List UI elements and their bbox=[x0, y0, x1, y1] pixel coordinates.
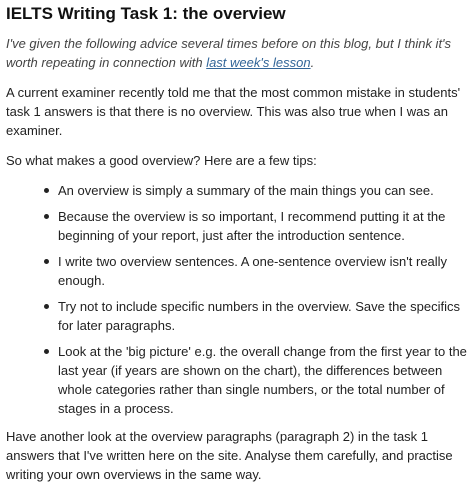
paragraph-common-mistake: A current examiner recently told me that the most common mistake in students' task 1 answers is that there is no overview. This was also true when I was an examiner. bbox=[6, 85, 461, 138]
list-item: Try not to include specific numbers in the overview. Save the specifics for later paragraphs. bbox=[58, 297, 468, 335]
list-item: An overview is simply a summary of the main things you can see. bbox=[58, 181, 468, 200]
tips-list bbox=[6, 181, 468, 418]
intro-paragraph bbox=[6, 34, 468, 72]
paragraph-closing: Have another look at the overview paragraphs (paragraph 2) in the task 1 answers that I've written here on the site. Analyse them carefully, and practise writing your own overviews in the same way. bbox=[6, 429, 453, 482]
intro-text: I've given the following advice several times before on this blog, but I think it's worth repeating in connection with bbox=[6, 36, 452, 70]
intro-end: . bbox=[310, 55, 315, 70]
last-weeks-lesson-link[interactable]: last week's lesson bbox=[206, 55, 311, 70]
list-item: Because the overview is so important, I recommend putting it at the beginning of your report, just after the introduction sentence. bbox=[58, 207, 468, 245]
paragraph-tips-intro: So what makes a good overview? Here are a few tips: bbox=[6, 153, 317, 168]
list-item: I write two overview sentences. A one-sentence overview isn't really enough. bbox=[58, 252, 468, 290]
list-item: Look at the 'big picture' e.g. the overall change from the first year to the last year (if years are shown on the chart), the differences between whole categories rather than single numbers, or the total number of stages in a process. bbox=[58, 344, 467, 416]
post-title: IELTS Writing Task 1: the overview bbox=[6, 4, 286, 23]
